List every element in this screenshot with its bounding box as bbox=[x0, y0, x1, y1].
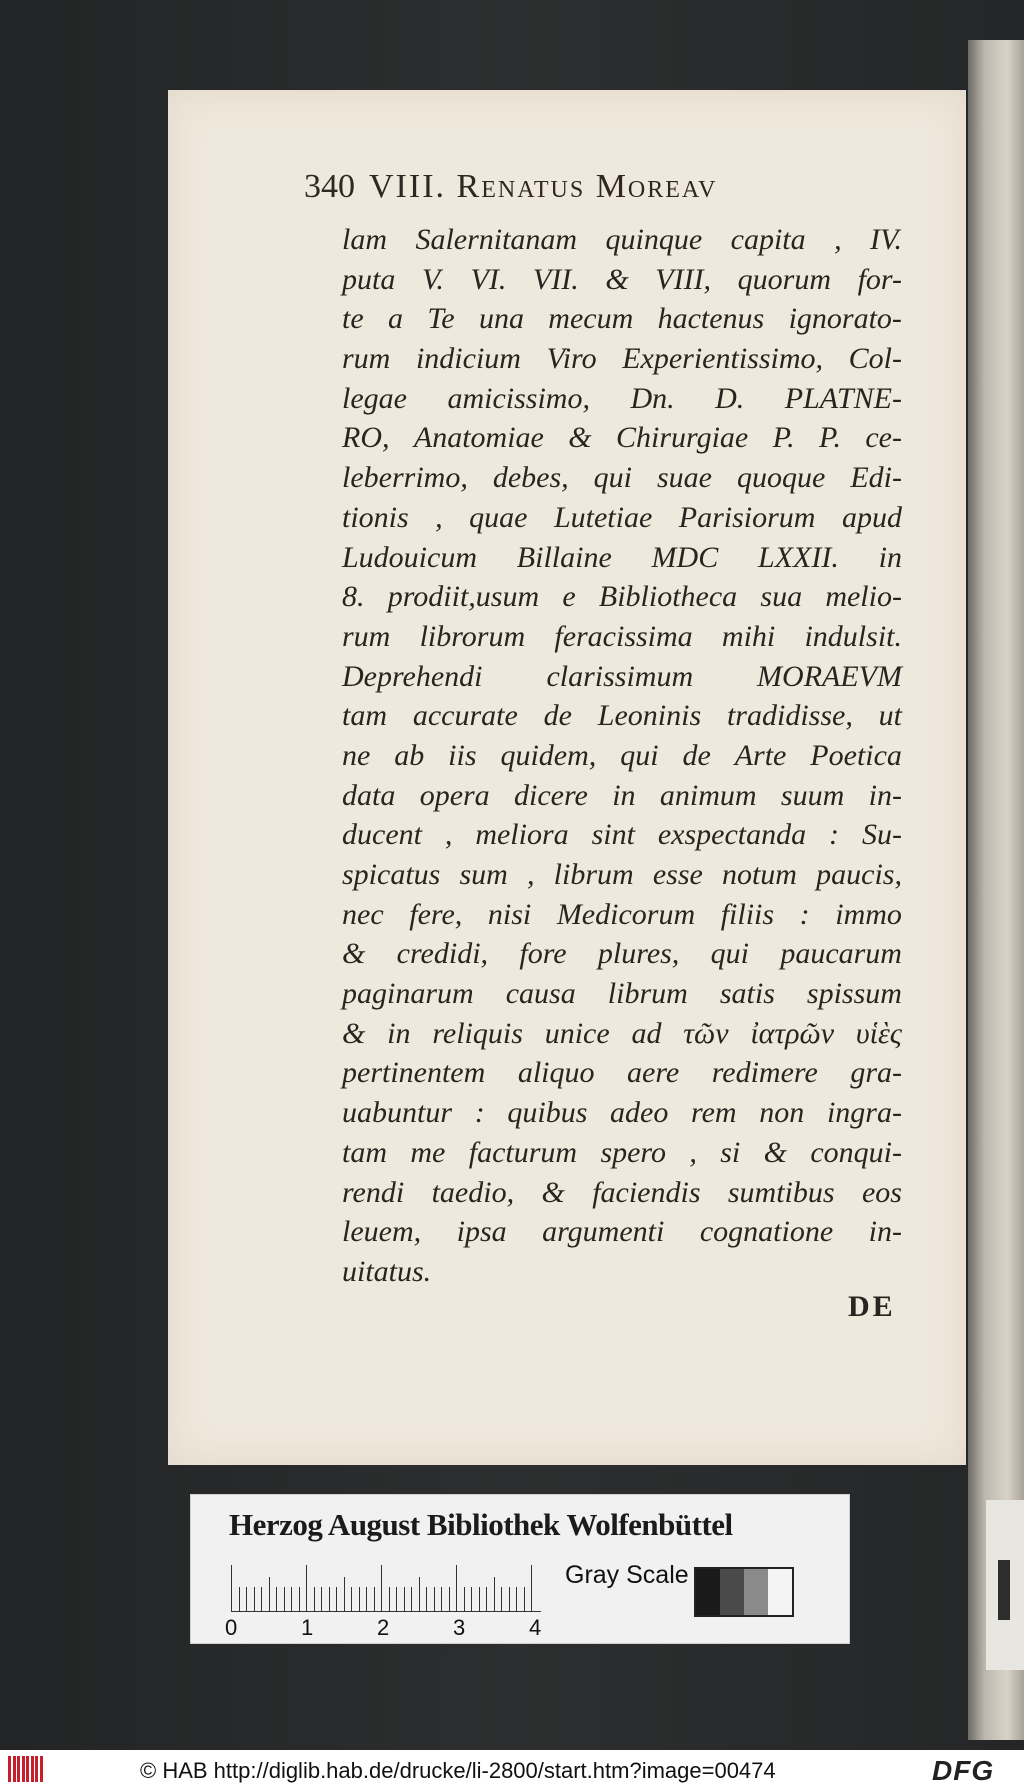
text-line bbox=[342, 1014, 902, 1054]
word: LXXII. bbox=[758, 540, 839, 574]
text-line bbox=[342, 617, 902, 657]
word: nisi bbox=[487, 897, 532, 931]
text-line bbox=[342, 577, 902, 617]
word: opera bbox=[419, 778, 490, 812]
word: & bbox=[342, 1016, 366, 1050]
text-line bbox=[342, 458, 902, 498]
word: pertinentem bbox=[342, 1056, 486, 1090]
word: in bbox=[387, 1016, 411, 1050]
word: qui bbox=[593, 461, 632, 495]
word: , bbox=[444, 818, 453, 852]
word: plures, bbox=[597, 937, 680, 971]
catchword: DE bbox=[848, 1290, 896, 1323]
word: in bbox=[612, 778, 636, 812]
word: paginarum bbox=[342, 977, 474, 1011]
ruler-tick bbox=[261, 1587, 262, 1611]
word: : bbox=[474, 1096, 485, 1130]
text-line bbox=[342, 379, 902, 419]
word: spissum bbox=[806, 977, 902, 1011]
ruler-tick bbox=[404, 1587, 405, 1611]
word: quidem, bbox=[500, 738, 597, 772]
word: MDC bbox=[651, 540, 719, 574]
book-page bbox=[168, 90, 966, 1465]
word: fere, bbox=[409, 897, 463, 931]
text-line bbox=[342, 736, 902, 776]
word: tam bbox=[342, 699, 387, 733]
gray-scale-bar bbox=[694, 1567, 794, 1617]
word: paucis, bbox=[816, 858, 902, 891]
ruler-tick bbox=[396, 1587, 397, 1611]
ruler-tick bbox=[374, 1587, 375, 1611]
gray-step bbox=[696, 1569, 720, 1615]
word: spicatus bbox=[342, 858, 441, 891]
word: uabuntur bbox=[342, 1096, 453, 1130]
word: capita bbox=[730, 223, 806, 256]
word: adeo bbox=[610, 1096, 669, 1130]
word: IV. bbox=[870, 223, 902, 256]
word: melio- bbox=[825, 580, 902, 614]
word: si bbox=[720, 1135, 741, 1169]
word: hactenus bbox=[657, 302, 765, 336]
ruler-tick bbox=[231, 1565, 232, 1611]
ruler-tick bbox=[501, 1587, 502, 1611]
word: : bbox=[829, 818, 840, 852]
ruler-tick bbox=[351, 1587, 352, 1611]
word: feracissima bbox=[554, 619, 693, 653]
ruler-tick bbox=[531, 1565, 532, 1611]
word: in- bbox=[868, 778, 902, 812]
word: qui bbox=[710, 937, 749, 971]
word: sint bbox=[591, 818, 635, 852]
word: causa bbox=[505, 977, 576, 1011]
gray-step bbox=[720, 1569, 744, 1615]
word: rum bbox=[342, 619, 391, 653]
word: quinque bbox=[605, 223, 703, 256]
ruler-tick bbox=[314, 1587, 315, 1611]
word: facturum bbox=[468, 1135, 578, 1169]
word: Te bbox=[427, 302, 455, 336]
word: filiis bbox=[720, 897, 775, 931]
word: tradidisse, bbox=[726, 699, 853, 733]
library-name: Herzog August Bibliothek Wolfenbüttel bbox=[229, 1507, 733, 1542]
word: RO, bbox=[342, 421, 390, 455]
word: faciendis bbox=[592, 1175, 701, 1209]
word: sumtibus bbox=[727, 1175, 835, 1209]
word: accurate bbox=[412, 699, 518, 733]
word: librum bbox=[553, 858, 634, 891]
word: tam bbox=[342, 1135, 387, 1169]
word: ingra- bbox=[826, 1096, 902, 1130]
word: animum bbox=[659, 778, 757, 812]
word: una bbox=[478, 302, 524, 336]
word: & bbox=[763, 1135, 787, 1169]
word: conqui- bbox=[810, 1135, 902, 1169]
ruler-tick bbox=[426, 1587, 427, 1611]
ruler-tick bbox=[284, 1587, 285, 1611]
word: Experientissimo, bbox=[622, 342, 824, 376]
running-title: VIII. Renatus Moreav bbox=[369, 168, 718, 205]
word: e bbox=[562, 580, 576, 614]
ruler-tick bbox=[456, 1565, 457, 1611]
word: exspectanda bbox=[657, 818, 807, 852]
word: clarissimum bbox=[546, 659, 694, 693]
word: ne bbox=[342, 738, 371, 772]
text-line bbox=[342, 299, 902, 339]
text-line bbox=[342, 776, 902, 816]
body-text bbox=[342, 220, 902, 1292]
word: rem bbox=[691, 1096, 737, 1130]
word: & bbox=[568, 421, 592, 455]
word: iis bbox=[448, 738, 477, 772]
word: Parisiorum bbox=[678, 500, 816, 534]
text-line bbox=[342, 1093, 902, 1133]
word: mihi bbox=[721, 619, 776, 653]
word: qui bbox=[620, 738, 659, 772]
word: , bbox=[834, 223, 842, 256]
text-line bbox=[342, 1212, 902, 1252]
word: redimere bbox=[711, 1056, 818, 1090]
ruler-tick bbox=[306, 1565, 307, 1611]
word: P. bbox=[772, 421, 795, 455]
word: argumenti bbox=[542, 1215, 665, 1249]
word: quoque bbox=[736, 461, 826, 495]
gray-step bbox=[744, 1569, 768, 1615]
word: meliora bbox=[475, 818, 569, 852]
word: legae bbox=[342, 381, 407, 415]
word: in- bbox=[868, 1215, 902, 1249]
word: Salernitanam bbox=[415, 223, 578, 256]
ruler-tick bbox=[509, 1587, 510, 1611]
ruler-tick bbox=[419, 1577, 420, 1611]
word: esse bbox=[652, 858, 703, 891]
word: Deprehendi bbox=[342, 659, 483, 693]
ruler-tick bbox=[516, 1587, 517, 1611]
ruler-tick bbox=[411, 1587, 412, 1611]
word: amicissimo, bbox=[447, 381, 590, 415]
word: non bbox=[759, 1096, 805, 1130]
word: Su- bbox=[861, 818, 902, 852]
word: sua bbox=[760, 580, 803, 614]
ruler-tick bbox=[269, 1577, 270, 1611]
text-line bbox=[342, 696, 902, 736]
word: sum bbox=[459, 858, 508, 891]
word: fore bbox=[519, 937, 567, 971]
word: data bbox=[342, 778, 396, 812]
ruler-tick bbox=[524, 1587, 525, 1611]
word: aliquo bbox=[517, 1056, 595, 1090]
word: Dn. bbox=[630, 381, 675, 415]
text-line bbox=[342, 418, 902, 458]
word: gra- bbox=[850, 1056, 902, 1090]
word: , bbox=[689, 1135, 697, 1169]
word: a bbox=[388, 302, 403, 336]
ruler-number: 2 bbox=[377, 1615, 390, 1640]
word: Arte bbox=[734, 738, 787, 772]
ruler-tick bbox=[299, 1587, 300, 1611]
text-line bbox=[342, 1252, 902, 1292]
word: Bibliotheca bbox=[598, 580, 738, 614]
word: & bbox=[342, 937, 366, 971]
ruler-number: 1 bbox=[301, 1615, 314, 1640]
word: Medicorum bbox=[556, 897, 696, 931]
word: taedio, bbox=[431, 1175, 515, 1209]
word: & bbox=[605, 262, 629, 296]
text-line bbox=[342, 339, 902, 379]
adjacent-page-label bbox=[986, 1500, 1024, 1670]
word: ce- bbox=[865, 421, 902, 455]
word: VIII, bbox=[655, 262, 712, 296]
word: PLATNE- bbox=[784, 381, 902, 415]
gray-scale-label: Gray Scale bbox=[565, 1561, 689, 1589]
word: spero bbox=[600, 1135, 666, 1169]
word: paucarum bbox=[780, 937, 902, 971]
word: eos bbox=[861, 1175, 902, 1209]
word: leuem, bbox=[342, 1215, 422, 1249]
dfg-logo: DFG bbox=[932, 1755, 995, 1786]
word: rendi bbox=[342, 1175, 405, 1209]
word: Chirurgiae bbox=[616, 421, 749, 455]
text-line bbox=[342, 260, 902, 300]
word: lam bbox=[342, 223, 387, 256]
word: rum bbox=[342, 342, 391, 376]
word: Leoninis bbox=[597, 699, 702, 733]
ruler-tick bbox=[434, 1587, 435, 1611]
word: Ludouicum bbox=[342, 540, 477, 574]
ruler-tick bbox=[366, 1587, 367, 1611]
word: Poetica bbox=[810, 738, 902, 772]
word: notum bbox=[721, 858, 797, 891]
word: aere bbox=[627, 1056, 680, 1090]
ruler-tick bbox=[494, 1577, 495, 1611]
word: 8. bbox=[342, 580, 365, 614]
word: Billaine bbox=[516, 540, 612, 574]
word: P. bbox=[818, 421, 841, 455]
footer-source-url[interactable]: © HAB http://diglib.hab.de/drucke/li-2800/start.htm?image=00474 bbox=[140, 1758, 776, 1783]
color-scale-card bbox=[190, 1494, 850, 1644]
running-head bbox=[304, 168, 864, 208]
word: quae bbox=[469, 500, 528, 534]
word: VI. bbox=[470, 262, 507, 296]
word: ipsa bbox=[456, 1215, 507, 1249]
word: de bbox=[543, 699, 572, 733]
ruler-tick bbox=[464, 1587, 465, 1611]
gray-step bbox=[768, 1569, 792, 1615]
viewer-footer bbox=[0, 1750, 1024, 1789]
word: ut bbox=[878, 699, 902, 733]
word: indicium bbox=[415, 342, 521, 376]
word: in bbox=[878, 540, 902, 574]
word: τῶν bbox=[683, 1016, 729, 1050]
word: apud bbox=[841, 500, 902, 534]
ruler-tick bbox=[239, 1587, 240, 1611]
ruler-tick bbox=[246, 1587, 247, 1611]
ruler-number: 3 bbox=[453, 1615, 466, 1640]
word: unice bbox=[544, 1016, 610, 1050]
page-number: 340 bbox=[304, 168, 355, 205]
word: librum bbox=[607, 977, 688, 1011]
word: ἰατρῶν bbox=[750, 1016, 835, 1050]
word: credidi, bbox=[396, 937, 489, 971]
adjacent-page-edge bbox=[968, 40, 1024, 1740]
ruler-tick bbox=[359, 1587, 360, 1611]
word: suum bbox=[780, 778, 845, 812]
word: cognatione bbox=[699, 1215, 834, 1249]
text-line bbox=[342, 974, 902, 1014]
ruler-tick bbox=[344, 1577, 345, 1611]
ruler-tick bbox=[441, 1587, 442, 1611]
word: VII. bbox=[532, 262, 579, 296]
word: , bbox=[527, 858, 535, 891]
word: quibus bbox=[507, 1096, 588, 1130]
word: : bbox=[799, 897, 810, 931]
ruler-number: 4 bbox=[529, 1615, 542, 1640]
word: indulsit. bbox=[804, 619, 902, 653]
word: ducent bbox=[342, 818, 422, 852]
ruler-tick bbox=[471, 1587, 472, 1611]
ruler-tick bbox=[479, 1587, 480, 1611]
ruler-tick bbox=[291, 1587, 292, 1611]
word: immo bbox=[835, 897, 902, 931]
text-line bbox=[342, 220, 902, 260]
text-line bbox=[342, 657, 902, 697]
word: Col- bbox=[848, 342, 902, 376]
word: mecum bbox=[548, 302, 634, 336]
word: & bbox=[541, 1175, 565, 1209]
word: satis bbox=[719, 977, 775, 1011]
word: prodiit,usum bbox=[387, 580, 540, 614]
word: librorum bbox=[419, 619, 526, 653]
word: suae bbox=[656, 461, 712, 495]
text-line bbox=[342, 1173, 902, 1213]
word: ab bbox=[394, 738, 425, 772]
word: leberrimo, bbox=[342, 461, 468, 495]
word: MORAEVM bbox=[757, 659, 902, 693]
word: for- bbox=[857, 262, 902, 296]
word: reliquis bbox=[432, 1016, 523, 1050]
text-line bbox=[342, 1053, 902, 1093]
ruler-tick bbox=[449, 1587, 450, 1611]
text-line bbox=[342, 1133, 902, 1173]
word: debes, bbox=[492, 461, 569, 495]
word: Anatomiae bbox=[413, 421, 544, 455]
ruler-tick bbox=[389, 1587, 390, 1611]
ruler-tick bbox=[321, 1587, 322, 1611]
word: υἱὲς bbox=[855, 1016, 902, 1050]
ruler-tick bbox=[329, 1587, 330, 1611]
word: nec bbox=[342, 897, 384, 931]
hab-logo bbox=[8, 1756, 48, 1782]
word: quorum bbox=[737, 262, 831, 296]
ruler-tick bbox=[336, 1587, 337, 1611]
word: , bbox=[435, 500, 443, 534]
word: ignorato- bbox=[788, 302, 902, 336]
word: dicere bbox=[514, 778, 588, 812]
word: Viro bbox=[546, 342, 597, 376]
text-line bbox=[342, 498, 902, 538]
text-line bbox=[342, 934, 902, 974]
word: de bbox=[682, 738, 711, 772]
text-line bbox=[342, 538, 902, 578]
ruler-tick bbox=[254, 1587, 255, 1611]
ruler-tick bbox=[486, 1587, 487, 1611]
word: Lutetiae bbox=[553, 500, 653, 534]
ruler-number: 0 bbox=[225, 1615, 238, 1640]
word: te bbox=[342, 302, 364, 336]
text-line bbox=[342, 815, 902, 855]
word: V. bbox=[421, 262, 444, 296]
word: me bbox=[410, 1135, 446, 1169]
ruler-tick bbox=[276, 1587, 277, 1611]
word: uitatus. bbox=[342, 1254, 432, 1288]
word: tionis bbox=[342, 500, 409, 534]
word: ad bbox=[631, 1016, 662, 1050]
text-line bbox=[342, 855, 902, 895]
text-line bbox=[342, 895, 902, 935]
word: D. bbox=[715, 381, 745, 415]
word: puta bbox=[342, 262, 396, 296]
word: Edi- bbox=[850, 461, 902, 495]
centimeter-ruler bbox=[231, 1565, 541, 1612]
ruler-tick bbox=[381, 1565, 382, 1611]
